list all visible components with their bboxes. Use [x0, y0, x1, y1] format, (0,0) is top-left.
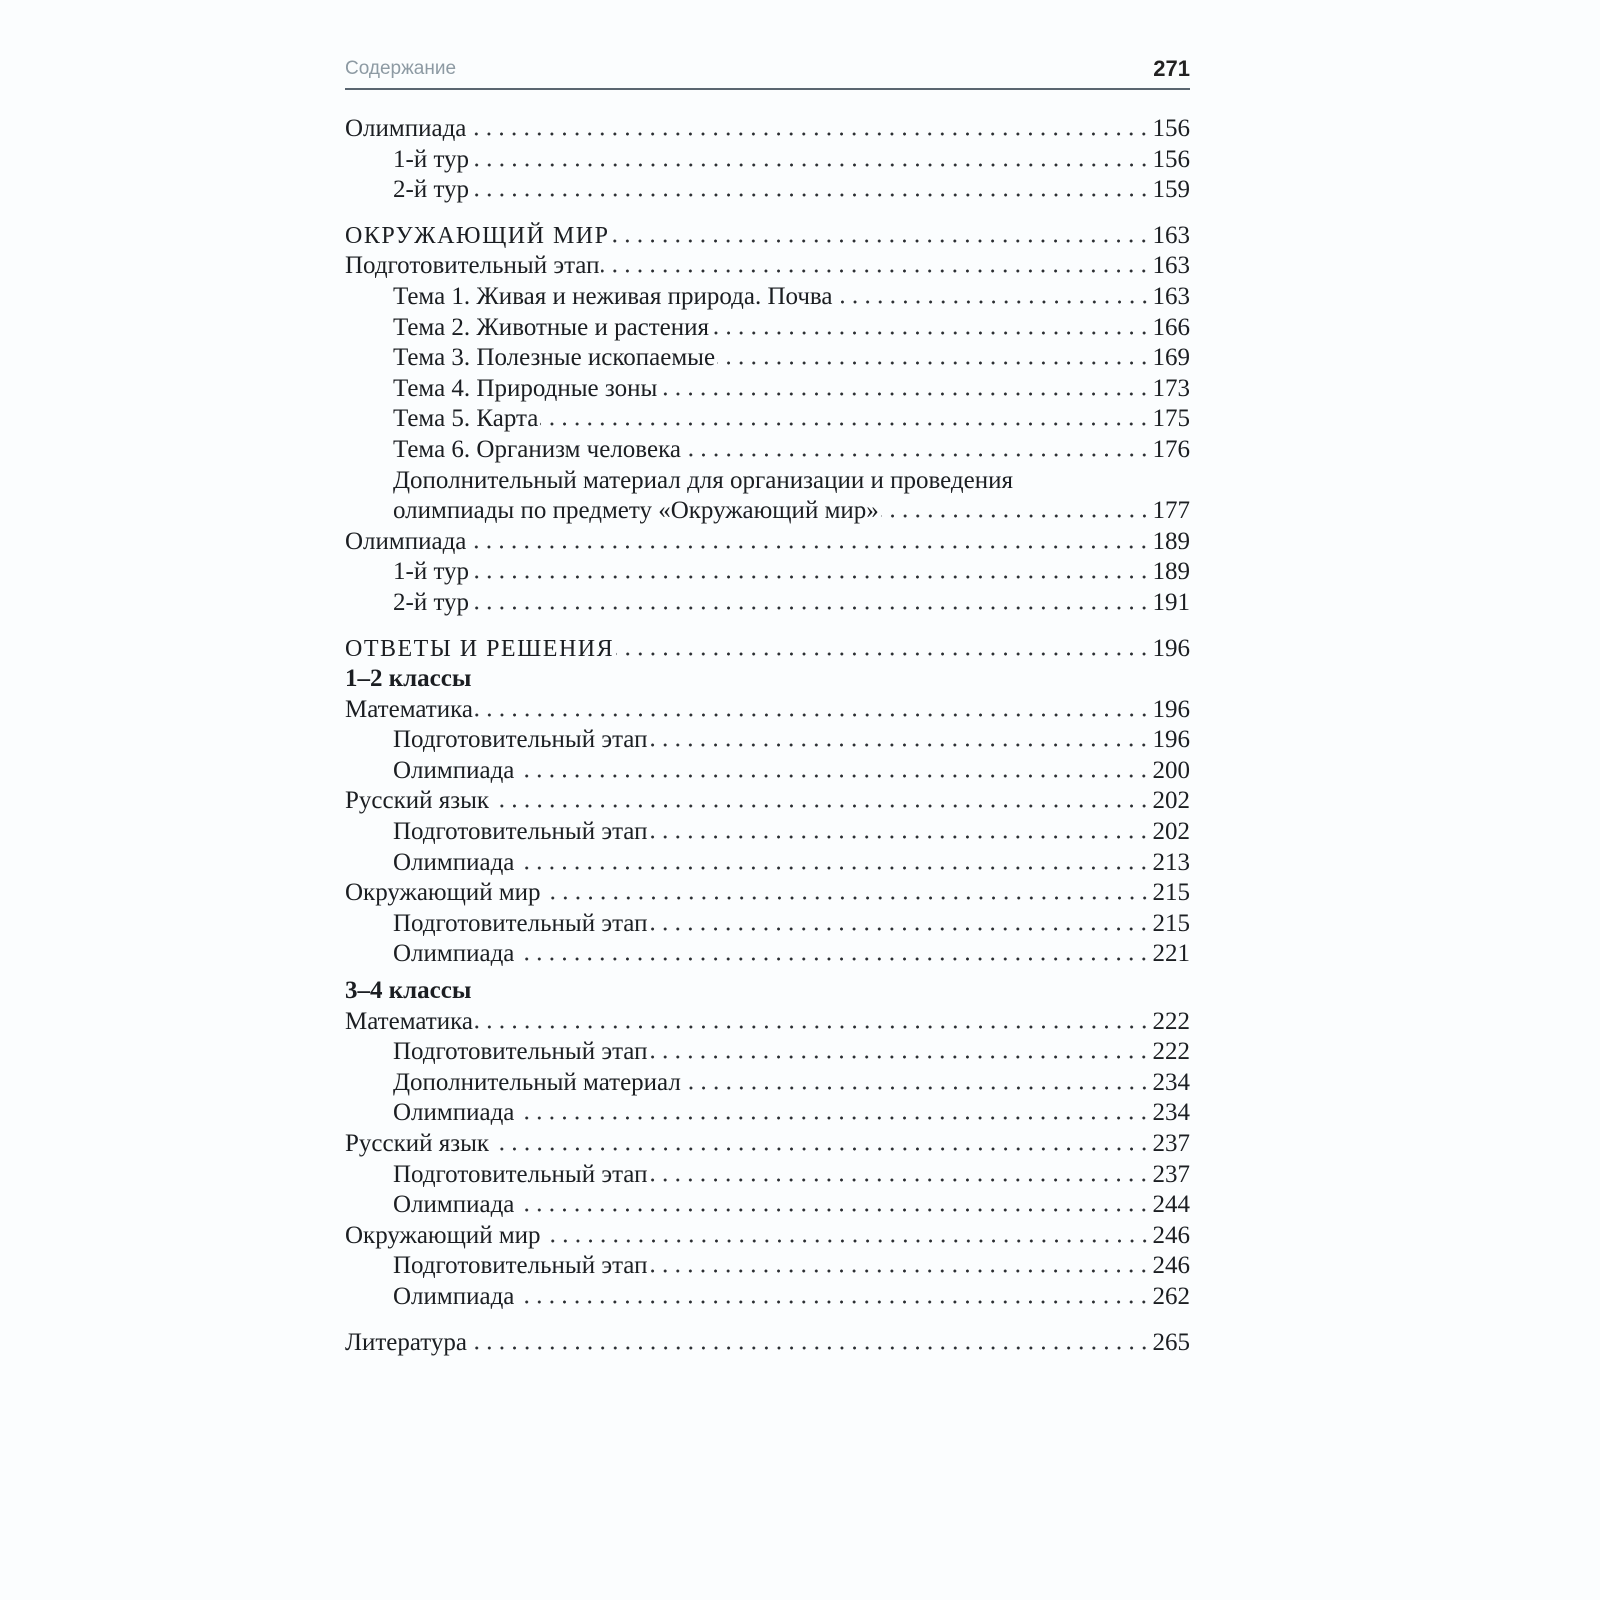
toc-entry — [345, 817, 1190, 848]
toc-entry-title: 2-й тур — [393, 176, 470, 204]
toc-entry-title: Тема 4. Природные зоны — [393, 374, 658, 402]
dot-leader — [516, 866, 1150, 870]
toc-entry — [345, 1098, 1190, 1129]
toc-entry-title: Математика — [345, 1007, 473, 1035]
dot-leader — [516, 1116, 1150, 1120]
toc-entry — [345, 404, 1190, 435]
dot-leader — [717, 361, 1150, 365]
toc-entry — [345, 221, 1190, 252]
dot-leader — [516, 1208, 1150, 1212]
toc-entry — [345, 1129, 1190, 1160]
toc-entry — [345, 1037, 1190, 1068]
dot-leader — [649, 1055, 1150, 1059]
toc-entry — [345, 878, 1190, 909]
toc-entry-page: 175 — [1152, 405, 1190, 433]
toc-entry-page: 215 — [1152, 879, 1190, 907]
dot-leader — [601, 269, 1150, 273]
toc-entry-title: Олимпиада — [393, 848, 515, 876]
dot-leader — [471, 575, 1150, 579]
dot-leader — [491, 804, 1150, 808]
toc-entry — [345, 557, 1190, 588]
dot-leader — [543, 896, 1151, 900]
toc-entry-title: 1-й тур — [393, 558, 470, 586]
toc-entry-title: Подготовительный этап — [345, 252, 600, 280]
toc-section-heading — [345, 976, 1190, 1007]
toc-entry-page: 237 — [1152, 1160, 1190, 1188]
toc-entry-title: Подготовительный этап — [393, 909, 648, 937]
toc-entry-title: Русский язык — [345, 787, 490, 815]
dot-leader — [475, 713, 1151, 717]
toc-entry — [345, 466, 1190, 527]
toc-entry-page: 246 — [1152, 1252, 1190, 1280]
dot-leader — [516, 1300, 1150, 1304]
dot-leader — [468, 132, 1150, 136]
toc-entry-page: 222 — [1152, 1038, 1190, 1066]
toc-entry-title: Олимпиада — [345, 527, 467, 555]
toc-section-heading — [345, 664, 1190, 695]
dot-leader — [543, 1239, 1151, 1243]
toc-entry — [345, 634, 1190, 665]
dot-leader — [471, 163, 1150, 167]
toc-entry-page: 169 — [1152, 344, 1190, 372]
toc-entry-page: 196 — [1152, 726, 1190, 754]
toc-entry-multiline — [393, 466, 1190, 527]
toc-entry — [345, 909, 1190, 940]
toc-entry-title: Дополнительный материал — [393, 1068, 681, 1096]
toc-entry — [345, 848, 1190, 879]
dot-leader — [835, 300, 1151, 304]
toc-entry-page: 202 — [1152, 818, 1190, 846]
toc-entry — [345, 939, 1190, 970]
toc-entry — [345, 145, 1190, 176]
toc-entry — [345, 695, 1190, 726]
toc-entry-title: Подготовительный этап — [393, 726, 648, 754]
toc-entry-title: 3–4 классы — [345, 977, 472, 1005]
toc-entry-page: 166 — [1152, 313, 1190, 341]
toc-entry-page: 191 — [1152, 588, 1190, 616]
dot-leader — [649, 927, 1150, 931]
toc-entry-title: Тема 5. Карта — [393, 405, 539, 433]
toc-entry-page: 222 — [1152, 1007, 1190, 1035]
toc-entry-title: Литература — [345, 1328, 467, 1356]
toc-entry-title: Олимпиада — [393, 1099, 515, 1127]
toc-entry-title: Подготовительный этап — [393, 1160, 648, 1188]
toc-entry-title: Подготовительный этап — [393, 818, 648, 846]
toc-entry-page: 173 — [1152, 374, 1190, 402]
toc-entry-title: Олимпиада — [393, 756, 515, 784]
toc-entry-page: 237 — [1152, 1130, 1190, 1157]
toc-entry-page: 202 — [1152, 787, 1190, 815]
dot-leader — [516, 957, 1150, 961]
dot-leader — [659, 392, 1150, 396]
toc-entry — [345, 1007, 1190, 1038]
toc-entry-page: 159 — [1152, 176, 1190, 204]
toc-entry-page: 246 — [1152, 1221, 1190, 1249]
toc-entry — [345, 374, 1190, 405]
toc-entry-title: Окружающий мир — [345, 879, 541, 907]
toc-entry — [345, 1068, 1190, 1099]
toc-entry-page: 196 — [1152, 634, 1190, 662]
toc-entry — [345, 1221, 1190, 1252]
toc-entry — [345, 527, 1190, 558]
dot-leader — [468, 545, 1150, 549]
toc-entry-page: 163 — [1152, 282, 1190, 310]
toc-entry — [345, 725, 1190, 756]
dot-leader — [469, 1346, 1151, 1350]
page-number: 271 — [1153, 56, 1190, 81]
toc-entry-title: Тема 6. Организм человека — [393, 435, 681, 463]
toc-entry-page: 244 — [1152, 1191, 1190, 1219]
toc-entry-title: 1–2 классы — [345, 665, 472, 693]
toc-entry-title: Подготовительный этап — [393, 1038, 648, 1066]
toc-entry-page: 234 — [1152, 1099, 1190, 1127]
toc-entry — [345, 1160, 1190, 1191]
toc-entry-title: Тема 2. Животные и растения — [393, 313, 710, 341]
toc-entry-page: 215 — [1152, 909, 1190, 937]
toc-entry-page: 265 — [1152, 1328, 1190, 1356]
toc-entry — [345, 588, 1190, 619]
dot-leader — [649, 743, 1150, 747]
toc-entry-page: 163 — [1152, 252, 1190, 280]
toc-entry-page: 156 — [1152, 145, 1190, 173]
toc-entry-title: Русский язык — [345, 1130, 490, 1157]
toc-entry-page: 234 — [1152, 1068, 1190, 1096]
toc-entry-title: Тема 3. Полезные ископаемые — [393, 344, 716, 372]
toc-entry-title: Подготовительный этап — [393, 1252, 648, 1280]
toc-entry-title: ОКРУЖАЮЩИЙ МИР — [345, 222, 610, 249]
toc-entry — [345, 251, 1190, 282]
dot-leader — [516, 774, 1150, 778]
toc-entry-title: ОТВЕТЫ И РЕШЕНИЯ — [345, 635, 615, 662]
toc-entry — [345, 175, 1190, 206]
toc-entry-title: 2-й тур — [393, 588, 470, 616]
toc-entry — [345, 756, 1190, 787]
toc-entry-title: Окружающий мир — [345, 1221, 541, 1249]
toc-entry-title: Математика — [345, 695, 473, 723]
toc-entry — [345, 1190, 1190, 1221]
dot-leader — [683, 453, 1151, 457]
toc-entry — [345, 114, 1190, 145]
toc-entry — [345, 1282, 1190, 1313]
toc-entry-page: 176 — [1152, 435, 1190, 463]
dot-leader — [471, 606, 1150, 610]
toc-entry-title: Олимпиада — [345, 115, 467, 142]
toc-entry-page: 177 — [1152, 497, 1190, 525]
toc-entry-page: 213 — [1152, 848, 1190, 876]
dot-leader — [649, 835, 1150, 839]
toc-entry-page: 200 — [1152, 756, 1190, 784]
dot-leader — [649, 1178, 1150, 1182]
toc-entry — [345, 1251, 1190, 1282]
dot-leader — [475, 1025, 1151, 1029]
dot-leader — [683, 1086, 1151, 1090]
dot-leader — [649, 1269, 1150, 1273]
toc-entry — [345, 343, 1190, 374]
dot-leader — [711, 331, 1150, 335]
toc-entry-title-continued: олимпиады по предмету «Окружающий мир» — [393, 497, 879, 525]
toc-entry-title: 1-й тур — [393, 145, 470, 173]
dot-leader — [471, 193, 1150, 197]
toc-entry-page: 262 — [1152, 1282, 1190, 1310]
toc-entry-title: Олимпиада — [393, 1191, 515, 1219]
toc-entry-title: Олимпиада — [393, 940, 515, 968]
toc-entry — [345, 313, 1190, 344]
dot-leader — [881, 514, 1151, 518]
toc-entry — [345, 786, 1190, 817]
dot-leader — [616, 652, 1150, 656]
toc-entry-page: 163 — [1152, 221, 1190, 249]
toc-entry-title: Дополнительный материал для организации и проведения — [393, 466, 1013, 494]
dot-leader — [611, 239, 1150, 243]
dot-leader — [540, 422, 1150, 426]
toc-entry — [345, 282, 1190, 313]
dot-leader — [491, 1147, 1150, 1151]
toc-entry-title: Тема 1. Живая и неживая природа. Почва — [393, 282, 833, 310]
toc-entry — [345, 435, 1190, 466]
toc-entry-page: 189 — [1152, 527, 1190, 555]
running-header — [345, 56, 1190, 90]
toc-entry-page: 189 — [1152, 558, 1190, 586]
toc-entry — [345, 1328, 1190, 1359]
toc-entry-title: Олимпиада — [393, 1282, 515, 1310]
toc-entry-page: 156 — [1152, 115, 1190, 142]
running-header-title: Содержание — [345, 58, 457, 79]
table-of-contents — [345, 114, 1190, 1358]
toc-entry-page: 221 — [1152, 940, 1190, 968]
toc-entry-page: 196 — [1152, 695, 1190, 723]
